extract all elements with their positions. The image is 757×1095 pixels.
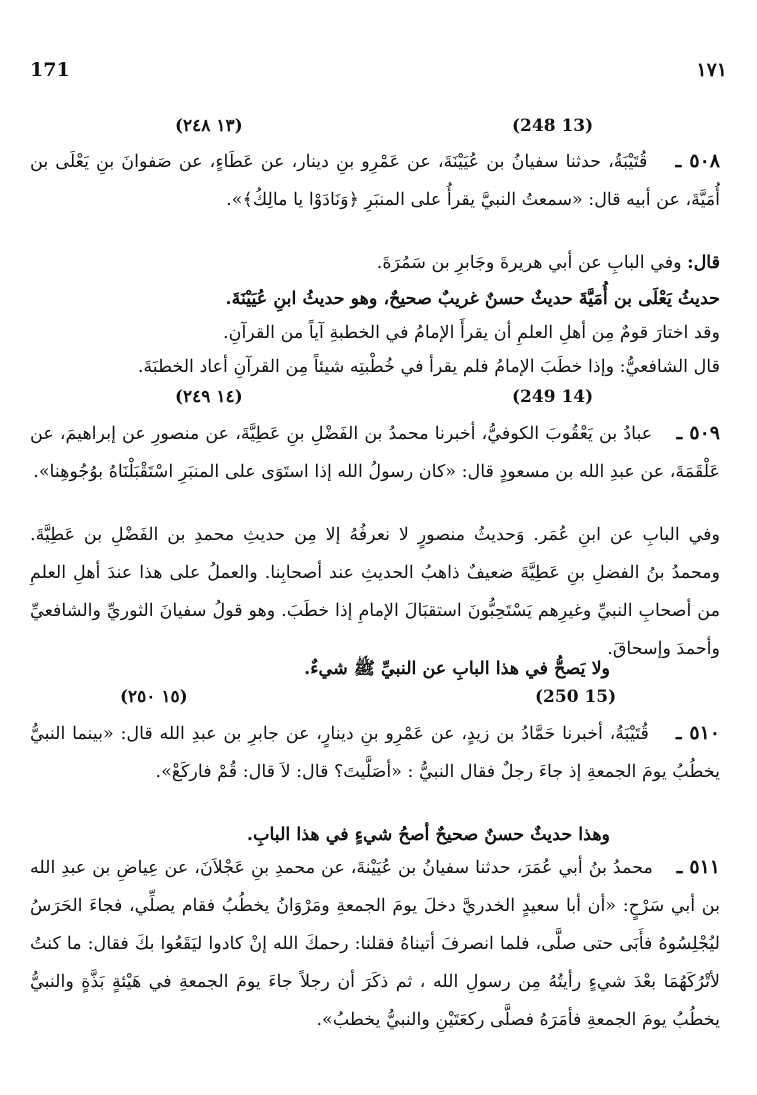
hadith-number: ٥١١ ـ — [676, 856, 720, 878]
hadith-number: ٥٠٩ ـ — [676, 422, 720, 444]
hadith-body: محمدُ بنُ أبي عُمَرَ، حدثنا سفيانُ بن عُيَيْنةَ، عن محمدِ بنِ عَجْلاَنَ، عن عِياضِ بن عبدِ الله بن أبي سَرْحٍ: «أن أبا سعيدٍ الخدريَّ دخلَ يومَ الجمعةِ ومَرْوَانُ يخطُبُ فقام يصلِّي، فجاءَ الحَرَسُ ليُجْلِسُوهُ فأَبَى حتى صلَّى، فلما انصرفَ أتيناهُ فقلنا: رحمكَ الله إنْ كادوا ليَقَعُوا بكَ فقال: ما كنتُ لأتْرُكَهُمَا بعْدَ شيءٍ رأيتُهُ مِن رسولِ الله ، ثم ذكَرَ أن رجلاً جاءَ يومَ الجمعةِ في هَيْئةٍ بَذَّةٍ والنبيُّ يخطُبُ يومَ الجمعةِ فأمَرَهُ فصلَّى ركعَتَيْنِ والنبيُّ يخطبُ». — [30, 858, 720, 1030]
reference-arabic: (١٥ ٢٥٠) — [120, 687, 188, 707]
reference-latin: (250 15) — [535, 687, 617, 707]
note-508-a: وقد اختارَ قومٌ مِن أهلِ العلمِ أن يقرأَ الإمامُ في الخطبةِ آياً من القرآنِ. — [223, 323, 720, 343]
note-508-b: قال الشافعيُّ: وإذا خطَبَ الإمامُ فلم يقرأ في خُطْبتِه شيئاً مِن القرآنِ أعاد الخطبَةَ. — [137, 357, 720, 377]
reference-arabic: (١٤ ٢٤٩) — [175, 387, 243, 407]
hadith-number: ٥١٠ ـ — [675, 722, 720, 744]
comment-509: وفي البابِ عن ابنِ عُمَر. وَحديثُ منصورٍ لا نعرفُهُ إلا مِن حديثِ محمدِ بن الفَضْلِ بن عَطِيَّةَ. ومحمدُ بنُ الفضلِ بنِ عَطِيَّةَ ضعيفٌ ذاهبُ الحديثِ عند أصحابِنا. والعملُ على هذا عندَ أهلِ العلمِ من أصحابِ النبيِّ وغيرِهم يَسْتَحِبُّونَ استقبَالَ الإمامِ إذا خطَبَ. وهو قولُ سفيانَ الثوريِّ والشافعيِّ وأحمدَ وإسحاقَ. — [30, 525, 720, 659]
grade-509: ولا يَصحُّ في هذا البابِ عن النبيِّ ﷺ شيءٌ. — [304, 659, 610, 679]
reference-row — [0, 685, 757, 709]
hadith-body: عبادُ بن يَعْقُوبَ الكوفيُّ، أخبرنا محمدُ بن الفَضْلِ بنِ عَطِيَّةَ، عن منصورِ عن إبراهيمَ، عن عَلْقَمَةَ، عن عبدِ الله بن مسعودٍ قال: «كان رسولُ الله إذا استَوَى على المنبَرِ اسْتَقْبَلْنَاهُ بوُجُوهِنا». — [30, 424, 720, 482]
hadith-number: ٥٠٨ ـ — [675, 150, 720, 172]
reference-row — [0, 114, 757, 138]
reference-row — [0, 385, 757, 409]
comment-text: وفي البابِ عن أبي هريرةَ وجَابرِ بن سَمُرَةَ. — [376, 253, 682, 273]
grade-510: وهذا حديثٌ حسنٌ صحيحٌ أصحُ شيءٍ في هذا البابِ. — [246, 825, 610, 845]
hadith-511 — [30, 848, 720, 1076]
page-number-arabic: ١٧١ — [696, 59, 727, 81]
comment-508 — [30, 244, 720, 282]
reference-latin: (249 14) — [512, 387, 594, 407]
page-number-latin: 171 — [30, 59, 70, 81]
grade-508: حديثُ يَعْلَى بن أُمَيَّةَ حديثٌ حسنٌ غريبٌ صحيحٌ، وهو حديثُ ابنِ عُيَيْنَةَ. — [225, 289, 720, 309]
hadith-body: قُتَيْبَةُ، أخبرنا حَمَّادُ بن زيدٍ، عن عَمْرِو بنِ دينارٍ، عن جابرِ بن عبدِ الله قال: «بينما النبيُّ يخطُبُ يومَ الجمعةِ إذ جاءَ رجلٌ فقال النبيُّ : «أصَلَّيتَ؟ قال: لاَ قال: قُمْ فاركَعْ». — [30, 724, 720, 782]
hadith-508 — [30, 142, 720, 218]
reference-arabic: (١٣ ٢٤٨) — [175, 116, 243, 136]
hadith-509 — [30, 414, 720, 528]
reference-latin: (248 13) — [512, 116, 594, 136]
comment-label: قال: — [687, 253, 720, 273]
hadith-body: قُتَيْبَةُ، حدثنا سفيانُ بن عُيَيْنَةَ، عن عَمْرِو بنِ دينار، عن عَطَاءٍ، عن صَفوانَ بنِ يَعْلَى بن أُمَيَّةَ، عن أبيه قال: «سمعتُ النبيَّ يقرأُ على المنبَرِ ﴿وَنَادَوْا يا مالِكُ﴾». — [30, 152, 720, 210]
hadith-510 — [30, 714, 720, 828]
